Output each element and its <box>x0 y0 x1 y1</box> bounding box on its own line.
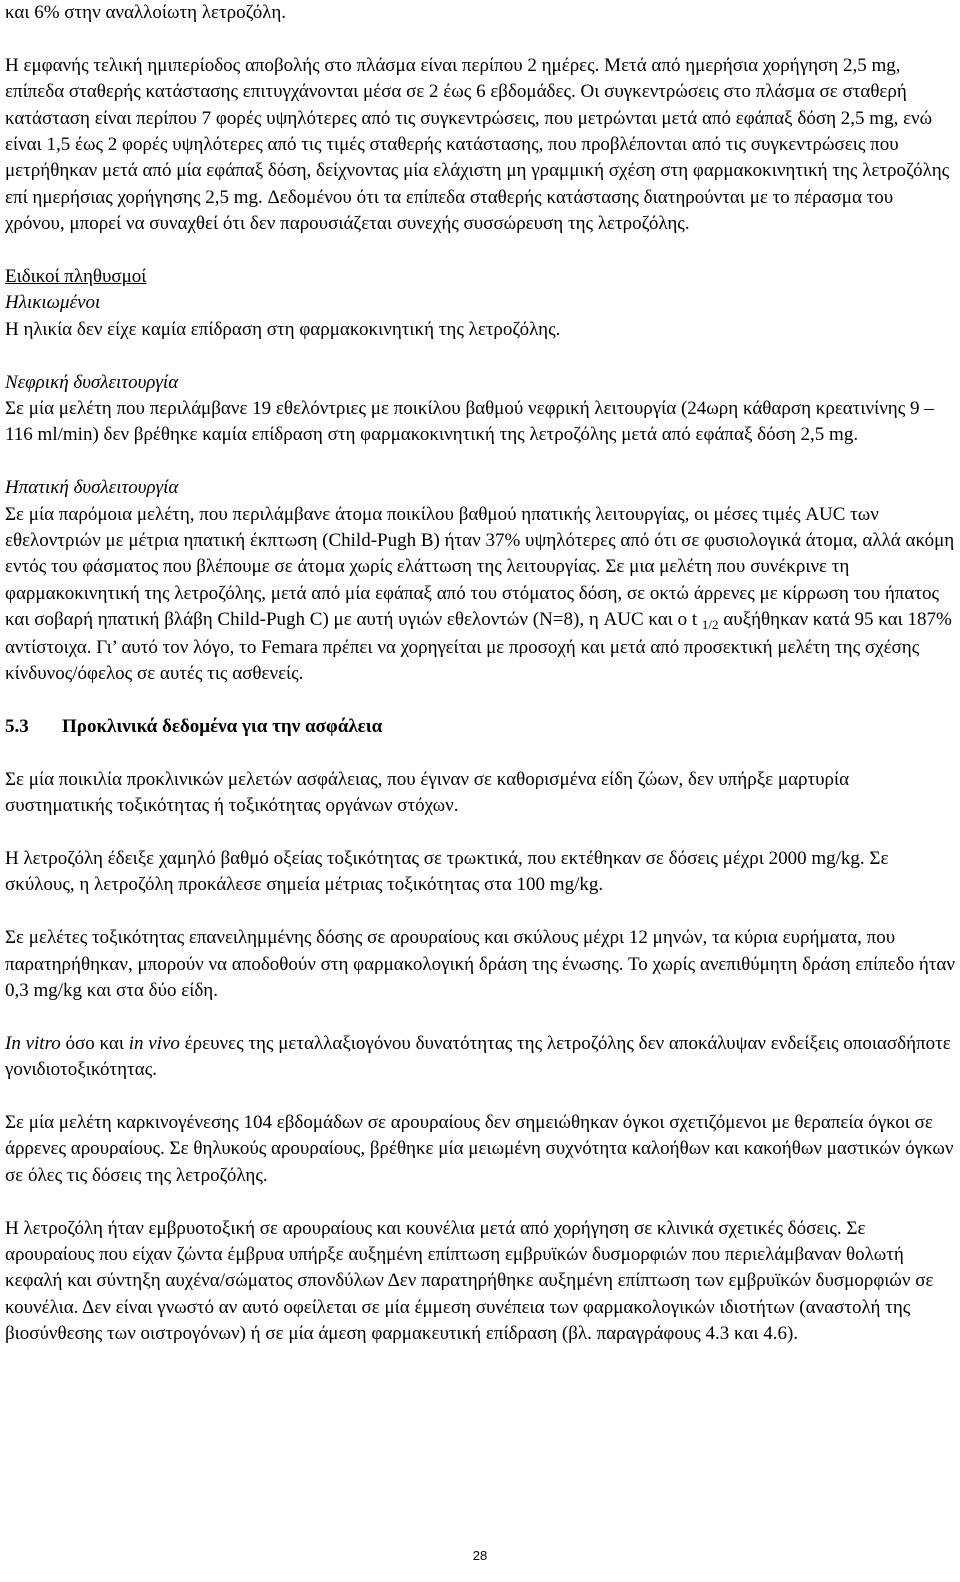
section-heading <box>5 714 955 740</box>
hepatic-text-part-b: αυξήθηκαν κατά 95 και 187% αντίστοιχα. Γι’ αυτό τον λόγο, το Femara πρέπει να χορηγείται με προσοχή και μετά από προσεκτική μελέτη της σχέσης κίνδυνος/όφελος σε αυτές τις ασθενείς. <box>5 609 952 685</box>
elderly-text: Η ηλικία δεν είχε καμία επίδραση στη φαρμακοκινητική της λετροζόλης. <box>5 318 561 340</box>
paragraph-elimination: Η εμφανής τελική ημιπερίοδος αποβολής στο πλάσμα είναι περίπου 2 ημέρες. Μετά από ημερήσια χορήγηση 2,5 mg, επίπεδα σταθερής κατάστασης επιτυγχάνονται μέσα σε 2 έως 6 εβδομάδες. Οι συγκεντρώσεις στο πλάσμα σε σταθερή κατάσταση είναι περίπου 7 φορές υψηλότερες από τις συγκεντρώσεις, που μετρώνται μετά από εφάπαξ δόση 2,5 mg, ενώ είναι 1,5 έως 2 φορές υψηλότερες από τις τιμές σταθερής κατάστασης, που προβλέπονται από τις συγκεντρώσεις που μετρήθηκαν μετά από μία εφάπαξ δόση, δείχνοντας μία ελάχιστη μη γραμμική σχέση στη φαρμακοκινητική της λετροζόλης επί ημερήσιας χορήγησης 2,5 mg. Δεδομένου ότι τα επίπεδα σταθερής κατάστασης διατηρούνται με το πέρασμα του χρόνου, μπορεί να συναχθεί ότι δεν παρουσιάζεται συνεχής συσσώρευση της λετροζόλης. <box>5 54 950 235</box>
section-number: 5.3 <box>5 715 29 737</box>
p4-rest: έρευνες της μεταλλαξιογόνου δυνατότητας της λετροζόλης δεν αποκάλυψαν ενδείξεις οποιασδήποτε γονιδιοτοξικότητας. <box>5 1032 951 1081</box>
preclinical-paragraph-6: Η λετροζόλη ήταν εμβρυοτοξική σε αρουραίους και κουνέλια μετά από χορήγηση σε κλινικά σχετικές δόσεις. Σε αρουραίους που είχαν ζώντα έμβρυα υπήρξε αυξημένη επίπτωση εμβρυϊκών δυσμορφιών που περιελάμβαναν θολωτή κεφαλή και σύντηξη αυχένα/σώματος σπονδύλων Δεν παρατηρήθηκε αυξημένη επίπτωση των εμβρυϊκών δυσμορφιών σε κουνέλια. Δεν είναι γνωστό αν αυτό οφείλεται σε μία έμμεση συνέπεια των φαρμακολογικών ιδιοτήτων (αναστολή της βιοσύνθεσης των οιστρογόνων) ή σε μία άμεση φαρμακευτική επίδραση (βλ. παραγράφους 4.3 και 4.6). <box>5 1217 934 1345</box>
in-vivo-term: in vivo <box>128 1032 180 1054</box>
elderly-subheading: Ηλικιωμένοι <box>5 292 101 314</box>
renal-text: Σε μία μελέτη που περιλάμβανε 19 εθελόντριες με ποικίλου βαθμού νεφρική λειτουργία (24ωρη κάθαρση κρεατινίνης 9 – 116 ml/min) δεν βρέθηκε καμία επίδραση στη φαρμακοκινητική της λετροζόλης μετά από εφάπαξ δόση 2,5 mg. <box>5 398 934 446</box>
preclinical-paragraph-1: Σε μία ποικιλία προκλινικών μελετών ασφάλειας, που έγιναν σε καθορισμένα είδη ζώων, δεν υπήρξε μαρτυρία συστηματικής τοξικότητας ή τοξικότητας οργάνων στόχων. <box>5 768 850 817</box>
special-populations-heading: Ειδικοί πληθυσμοί <box>5 266 147 288</box>
preclinical-paragraph-4 <box>5 1031 955 1084</box>
paragraph-metabolism-tail: και 6% στην αναλλοίωτη λετροζόλη. <box>5 2 287 23</box>
renal-subheading: Νεφρική δυσλειτουργία <box>5 371 179 393</box>
hepatic-text <box>5 502 955 688</box>
half-life-subscript: 1/2 <box>701 617 719 633</box>
hepatic-text-part-a: Σε μία παρόμοια μελέτη, που περιλάμβανε άτομα ποικίλου βαθμού ηπατικής λειτουργίας, οι μέσες τιμές AUC των εθελοντριών με μέτρια ηπατική έκπτωση (Child-Pugh B) ήταν 37% υψηλότερες από ότι σε φυσιολογικά άτομα, αλλά ακόμη εντός του φάσματος που βλέπουμε σε άτομα χωρίς ελάττωση της λειτουργίας. Σε μια μελέτη που συνέκρινε τη φαρμακοκινητική της λετροζόλης, μετά από μία εφάπαξ από του στόματος δόση, σε οκτώ άρρενες με κίρρωση του ήπατος και σοβαρή ηπατική βλάβη Child-Pugh C) με αυτή υγιών εθελοντών (N=8), η AUC και ο t <box>5 503 955 631</box>
preclinical-paragraph-5: Σε μία μελέτη καρκινογένεσης 104 εβδομάδων σε αρουραίους δεν σημειώθηκαν όγκοι σχετιζόμενοι με θεραπεία όγκοι σε άρρενες αρουραίους. Σε θηλυκούς αρουραίους, βρέθηκε μία μειωμένη συχνότητα καλοήθων και κακοήθων μαστικών όγκων σε όλες τις δόσεις της λετροζόλης. <box>5 1111 954 1186</box>
p4-connector: όσο και <box>60 1032 129 1054</box>
document-page <box>5 0 955 1374</box>
preclinical-paragraph-2: Η λετροζόλη έδειξε χαμηλό βαθμό οξείας τοξικότητας σε τρωκτικά, που εκτέθηκαν σε δόσεις μέχρι 2000 mg/kg. Σε σκύλους, η λετροζόλη προκάλεσε σημεία μέτριας τοξικότητας στα 100 mg/kg. <box>5 847 889 896</box>
section-title: Προκλινικά δεδομένα για την ασφάλεια <box>62 715 383 737</box>
in-vitro-term: In vitro <box>5 1032 61 1054</box>
hepatic-subheading: Ηπατική δυσλειτουργία <box>5 477 179 499</box>
page-number: 28 <box>472 1548 488 1563</box>
preclinical-paragraph-3: Σε μελέτες τοξικότητας επανειλημμένης δόσης σε αρουραίους και σκύλους μέχρι 12 μηνών, τα κύρια ευρήματα, που παρατηρήθηκαν, μπορούν να αποδοθούν στη φαρμακολογική δράση της ένωσης. Το χωρίς ανεπιθύμητη δράση επίπεδο ήταν 0,3 mg/kg και στα δύο είδη. <box>5 927 955 1001</box>
